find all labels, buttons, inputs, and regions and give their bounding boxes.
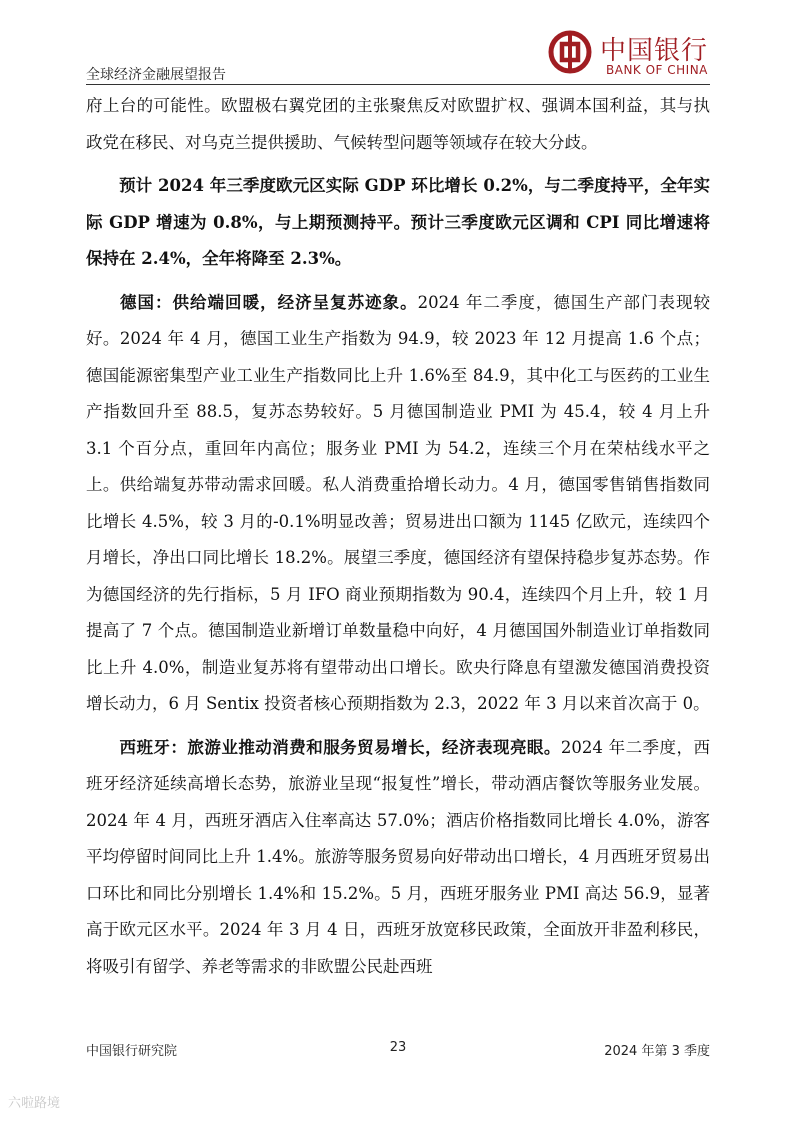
footer-institute: 中国银行研究院 <box>86 1044 178 1059</box>
paragraph-text: 府上台的可能性。欧盟极右翼党团的主张聚焦反对欧盟扩权、强调本国利益，其与执政党在移民、对乌克兰提供援助、气候转型问题等领域存在较大分歧。 <box>86 96 710 152</box>
paragraph-eurozone-forecast <box>86 168 710 278</box>
paragraph-eu-politics <box>86 88 710 161</box>
bank-of-china-logo <box>548 30 718 82</box>
report-title: 全球经济金融展望报告 <box>86 67 226 83</box>
logo-chinese-name: 中国银行 <box>600 36 709 66</box>
paragraph-text: 2024 年二季度，德国生产部门表现较好。2024 年 4 月，德国工业生产指数为 94.9，较 2023 年 12 月提高 1.6 个点；德国能源密集型产业工业生产指数同比上升 1.6%至 84.9，其中化工与医药的工业生产指数回升至 88.5，复苏态势较好。5 月德国制造业 PMI 为 45.4，较 4 月上升 3.1 个百分点，重回年内高位；服务业 PMI 为 54.2，连续三个月在荣枯线水平之上。供给端复苏带动需求回暖。私人消费重拾增长动力。4 月，德国零售销售指数同比增长 4.5%，较 3 月的-0.1%明显改善；贸易进出口额为 1145 亿欧元，连续四个月增长，净出口同比增长 18.2%。展望三季度，德国经济有望保持稳步复苏态势。作为德国经济的先行指标，5 月 IFO 商业预期指数为 90.4，连续四个月上升，较 1 月提高了 7 个点。德国制造业新增订单数量稳中向好，4 月德国国外制造业订单指数同比上升 4.0%，制造业复苏将有望带动出口增长。欧央行降息有望激发德国消费投资增长动力，6 月 Sentix 投资者核心预期指数为 2.3，2022 年 3 月以来首次高于 0。 <box>86 292 710 713</box>
footer-period: 2024 年第 3 季度 <box>604 1044 710 1059</box>
paragraph-spain <box>86 730 710 986</box>
paragraph-lead: 德国：供给端回暖，经济呈复苏迹象。 <box>119 292 418 312</box>
page-number: 23 <box>389 1040 407 1055</box>
paragraph-text: 2024 年二季度，西班牙经济延续高增长态势，旅游业呈现“报复性”增长，带动酒店餐饮等服务业发展。2024 年 4 月，西班牙酒店入住率高达 57.0%；酒店价格指数同比增长 4.0%，游客平均停留时间同比上升 1.4%。旅游等服务贸易向好带动出口增长，4 月西班牙贸易出口环比和同比分别增长 1.4%和 15.2%。5 月，西班牙服务业 PMI 高达 56.9，显著高于欧元区水平。2024 年 3 月 4 日，西班牙放宽移民政策，全面放开非盈利移民，将吸引有留学、养老等需求的非欧盟公民赴西班 <box>86 737 710 976</box>
watermark: 六啦路境 <box>8 1096 61 1111</box>
bank-logo-icon <box>548 30 592 74</box>
logo-english-name: BANK OF CHINA <box>606 63 708 77</box>
paragraph-germany <box>86 285 710 723</box>
report-body <box>86 88 710 985</box>
header-divider <box>86 84 710 85</box>
paragraph-lead: 预计 2024 年三季度欧元区实际 GDP 环比增长 0.2%，与二季度持平，全年实际 GDP 增速为 0.8%，与上期预测持平。预计三季度欧元区调和 CPI 同比增速将保持在 2.4%，全年将降至 2.3%。 <box>86 176 710 268</box>
paragraph-lead: 西班牙：旅游业推动消费和服务贸易增长，经济表现亮眼。 <box>119 737 561 757</box>
